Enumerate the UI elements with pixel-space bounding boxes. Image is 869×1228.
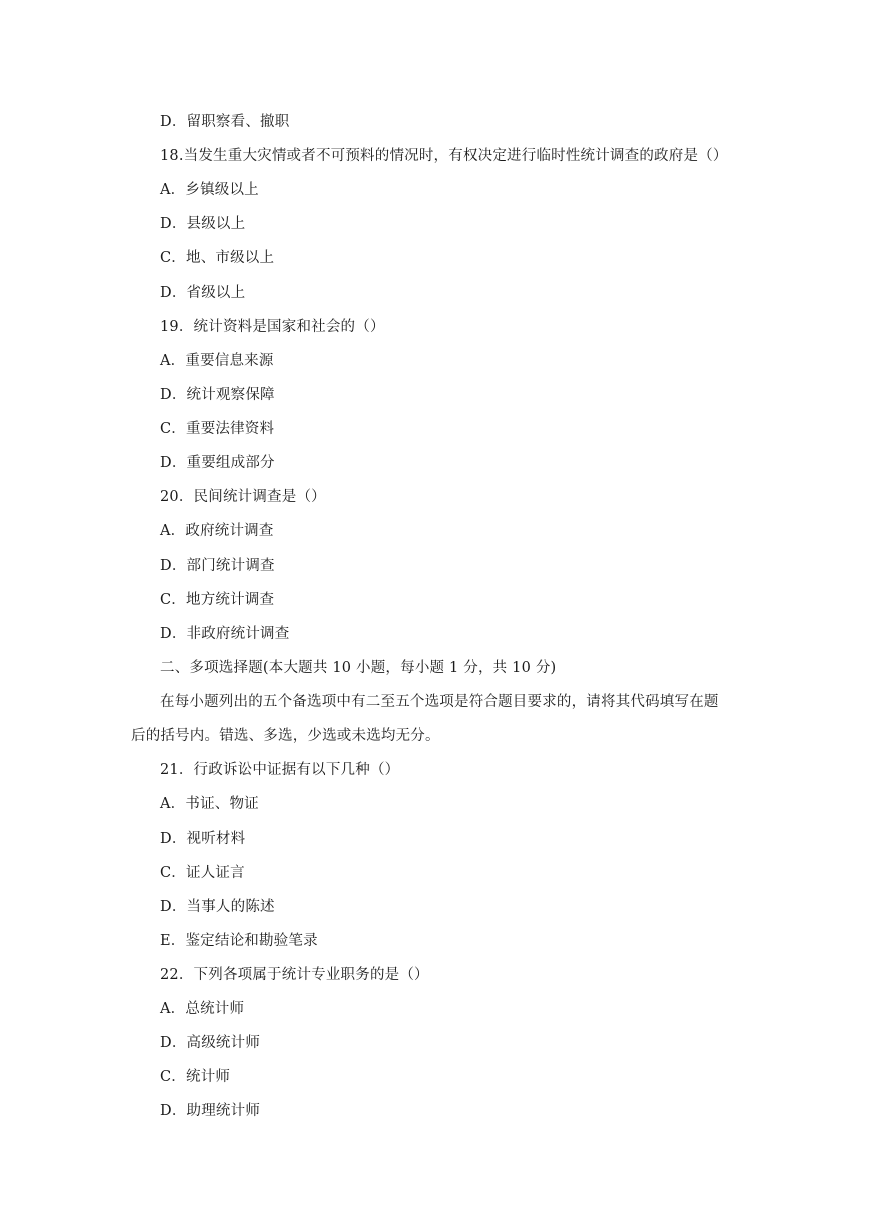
option-line: D．省级以上 xyxy=(160,285,246,301)
option-line: D．统计观察保障 xyxy=(160,387,275,403)
option-line: C．地方统计调查 xyxy=(160,592,275,608)
option-line: C．统计师 xyxy=(160,1069,231,1085)
option-line: C．地、市级以上 xyxy=(160,250,275,266)
option-line: E．鉴定结论和勘验笔录 xyxy=(160,933,318,949)
option-line: D．当事人的陈述 xyxy=(160,899,275,915)
instruction-text-continued: 后的括号内。错选、多选，少选或未选均无分。 xyxy=(131,728,440,744)
question-21: 21．行政诉讼中证据有以下几种（） xyxy=(160,762,400,778)
option-line: D．高级统计师 xyxy=(160,1035,261,1051)
question-19: 19．统计资料是国家和社会的（） xyxy=(160,319,385,335)
option-line: D．留职察看、撤职 xyxy=(160,114,290,130)
option-line: A．乡镇级以上 xyxy=(160,182,259,198)
question-22: 22．下列各项属于统计专业职务的是（） xyxy=(160,967,429,983)
option-line: A．政府统计调查 xyxy=(160,523,274,539)
option-line: D．部门统计调查 xyxy=(160,558,275,574)
question-20: 20．民间统计调查是（） xyxy=(160,489,326,505)
option-line: A．书证、物证 xyxy=(160,796,259,812)
option-line: D．视听材料 xyxy=(160,831,246,847)
option-line: D．重要组成部分 xyxy=(160,455,275,471)
question-18: 18.当发生重大灾情或者不可预料的情况时，有权决定进行临时性统计调查的政府是（） xyxy=(160,148,728,164)
option-line: D．县级以上 xyxy=(160,216,246,232)
instruction-text: 在每小题列出的五个备选项中有二至五个选项是符合题目要求的，请将其代码填写在题 xyxy=(160,694,719,710)
option-line: A．重要信息来源 xyxy=(160,353,274,369)
option-line: C．重要法律资料 xyxy=(160,421,275,437)
option-line: D．非政府统计调查 xyxy=(160,626,290,642)
section-heading: 二、多项选择题(本大题共 10 小题，每小题 1 分，共 10 分) xyxy=(160,660,557,676)
option-line: D．助理统计师 xyxy=(160,1103,261,1119)
option-line: A．总统计师 xyxy=(160,1001,245,1017)
option-line: C．证人证言 xyxy=(160,865,245,881)
